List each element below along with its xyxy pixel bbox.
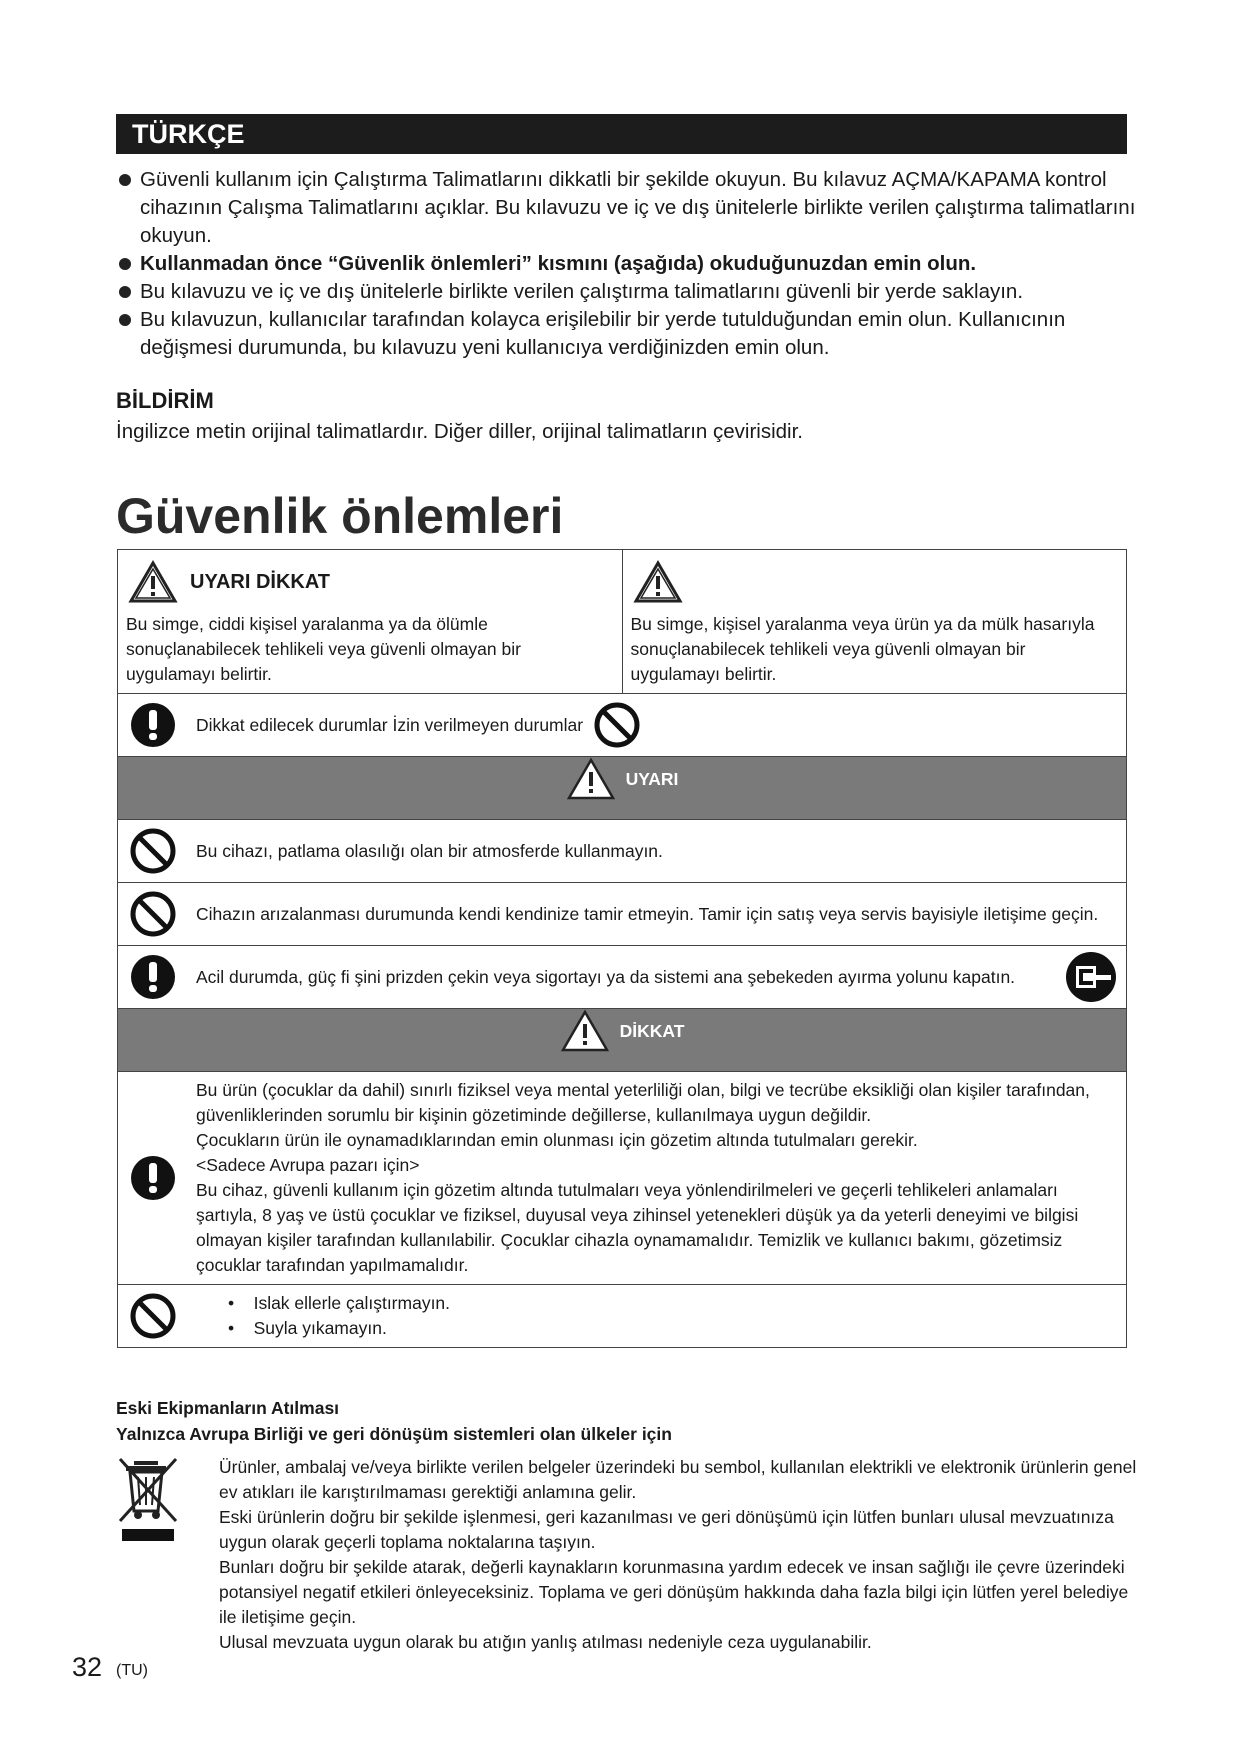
- caution-header: [118, 1009, 1127, 1072]
- notice-text: İngilizce metin orijinal talimatlardır. Diğer diller, orijinal talimatların çevirisidir.: [116, 420, 803, 443]
- caution-paragraph-row: [118, 1072, 1127, 1285]
- prohibited-icon: [593, 701, 641, 749]
- warning-item: [118, 820, 1127, 883]
- caution-line: <Sadece Avrupa pazarı için>: [196, 1155, 420, 1175]
- prohibited-icon: [129, 827, 177, 875]
- disposal-paragraph: Eski ürünlerin doğru bir şekilde işlenmesi, geri kazanılması ve geri dönüşümü için lütfen bunları ulusal mevzuatınıza uygun olarak geçerli toplama noktalarına taşıyın.: [219, 1507, 1114, 1552]
- caution-list-item: • Islak ellerle çalıştırmayın.: [228, 1293, 451, 1313]
- mandatory-exclamation-icon: [129, 953, 177, 1001]
- caution-paragraph: [188, 1072, 1126, 1284]
- prohibited-icon: [129, 890, 177, 938]
- intro-bullet: Bu kılavuzu ve iç ve dış ünitelerle birlikte verilen çalıştırma talimatlarını güvenli bir yerde saklayın.: [116, 278, 1136, 306]
- caution-header-label: DİKKAT: [619, 1020, 685, 1041]
- warning-item: [118, 883, 1127, 946]
- disposal-paragraph: Ulusal mevzuata uygun olarak bu atığın yanlış atılması nedeniyle ceza uygulanabilir.: [219, 1632, 872, 1652]
- page-number: 32: [72, 1652, 103, 1682]
- intro-bullet: Kullanmadan önce “Güvenlik önlemleri” kısmını (aşağıda) okuduğunuzdan emin olun.: [116, 250, 1136, 278]
- intro-bullets: [116, 166, 1136, 362]
- legend-caution-desc: Bu simge, kişisel yaralanma veya ürün ya da mülk hasarıyla sonuçlanabilecek tehlikeli veya güvenli olmayan bir uygulamayı belirtir.: [630, 614, 1095, 684]
- warning-item: [118, 946, 1127, 1009]
- caution-list-item: • Suyla yıkamayın.: [228, 1318, 387, 1338]
- disposal-title: Eski Ekipmanların Atılması: [116, 1398, 340, 1418]
- intro-bullet: Güvenli kullanım için Çalıştırma Talimatlarını dikkatli bir şekilde okuyun. Bu kılavuz AÇMA/KAPAMA kontrol cihazının Çalışma Talimatlarını açıklar. Bu kılavuzu ve iç ve dış ünitelerle birlikte verilen çalıştırma talimatlarını okuyun.: [116, 166, 1136, 250]
- disposal-text: [219, 1455, 1139, 1655]
- legend-label: UYARI DİKKAT: [190, 570, 331, 593]
- caution-line: Bu ürün (çocuklar da dahil) sınırlı fiziksel veya mental yeterliliği olan, bilgi ve tecrübe eksikliği olan kişiler tarafından, güvenliklerinden sorumlu bir kişinin gözetiminde değillerse, kullanılmaya uygun değildir.: [196, 1080, 1090, 1125]
- caution-line: Çocukların ürün ile oynamadıklarından emin olunması için gözetim altında tutulmaları gerekir.: [196, 1130, 918, 1150]
- warning-triangle-icon: [566, 757, 616, 801]
- legend-symbols-text: Dikkat edilecek durumlar İzin verilmeyen durumlar: [196, 714, 584, 735]
- disposal-subtitle: Yalnızca Avrupa Birliği ve geri dönüşüm sistemleri olan ülkeler için: [116, 1424, 672, 1444]
- warning-item-text: Cihazın arızalanması durumunda kendi kendinize tamir etmeyin. Tamir için satış veya servis bayisiyle iletişime geçin.: [196, 903, 1099, 924]
- mandatory-exclamation-icon: [129, 701, 177, 749]
- warning-item-text: Acil durumda, güç fi şini prizden çekin veya sigortayı ya da sistemi ana şebekeden ayırma yolunu kapatın.: [196, 966, 1016, 987]
- warning-header-label: UYARI: [625, 768, 679, 789]
- caution-triangle-icon: [633, 560, 683, 604]
- disposal-paragraph: Ürünler, ambalaj ve/veya birlikte verilen belgeler üzerindeki bu sembol, kullanılan elektrikli ve elektronik ürünlerin genel ev atıkları ile karıştırılmaması gerektiği anlamına gelir.: [219, 1457, 1137, 1502]
- warning-header: [118, 757, 1127, 820]
- caution-triangle-icon: [560, 1009, 610, 1053]
- notice-title: BİLDİRİM: [116, 388, 214, 413]
- weee-bin-icon: [116, 1455, 180, 1550]
- warning-triangle-icon: [128, 560, 178, 604]
- caution-line: Bu cihaz, güvenli kullanım için gözetim altında tutulmaları veya yönlendirilmeleri ve geçerli tehlikeleri anlamaları şartıyla, 8 yaş ve üstü çocuklar ve fiziksel, duyusal veya zihinsel yetenekleri düşük ya da yeterli deneyimi ve bilgisi olmayan kişiler tarafından kullanılabilir. Çocuklar cihazla oynamamalıdır. Temizlik ve kullanıcı bakımı, gözetimsiz çocuklar tarafından yapılmamalıdır.: [196, 1180, 1079, 1275]
- safety-table: [117, 549, 1127, 1348]
- language-code: (TU): [116, 1662, 148, 1679]
- warning-item-text: Bu cihazı, patlama olasılığı olan bir atmosferde kullanmayın.: [196, 840, 663, 861]
- unplug-icon: [1065, 951, 1117, 1003]
- legend-warning-desc: Bu simge, ciddi kişisel yaralanma ya da ölümle sonuçlanabilecek tehlikeli veya güvenli olmayan bir uygulamayı belirtir.: [126, 614, 521, 684]
- caution-list: [188, 1285, 1126, 1347]
- disposal-paragraph: Bunları doğru bir şekilde atarak, değerli kaynakların korunmasına yardım edecek ve insan sağlığı ile çevre üzerindeki potansiyel negatif etkileri önleyeceksiniz. Toplama ve geri dönüşüm hakkında daha fazla bilgi için lütfen yerel belediye ile iletişime geçin.: [219, 1557, 1129, 1627]
- language-header: TÜRKÇE: [116, 114, 1127, 154]
- legend-warning-cell: [118, 550, 623, 694]
- prohibited-icon: [129, 1292, 177, 1340]
- legend-symbols-row: [118, 694, 1127, 757]
- intro-bullet: Bu kılavuzun, kullanıcılar tarafından kolayca erişilebilir bir yerde tutulduğundan emin olun. Kullanıcının değişmesi durumunda, bu kılavuzu yeni kullanıcıya verdiğinizden emin olun.: [116, 306, 1136, 362]
- caution-list-row: [118, 1285, 1127, 1348]
- safety-title: Güvenlik önlemleri: [116, 488, 564, 544]
- mandatory-exclamation-icon: [129, 1154, 177, 1202]
- legend-caution-cell: [622, 550, 1127, 694]
